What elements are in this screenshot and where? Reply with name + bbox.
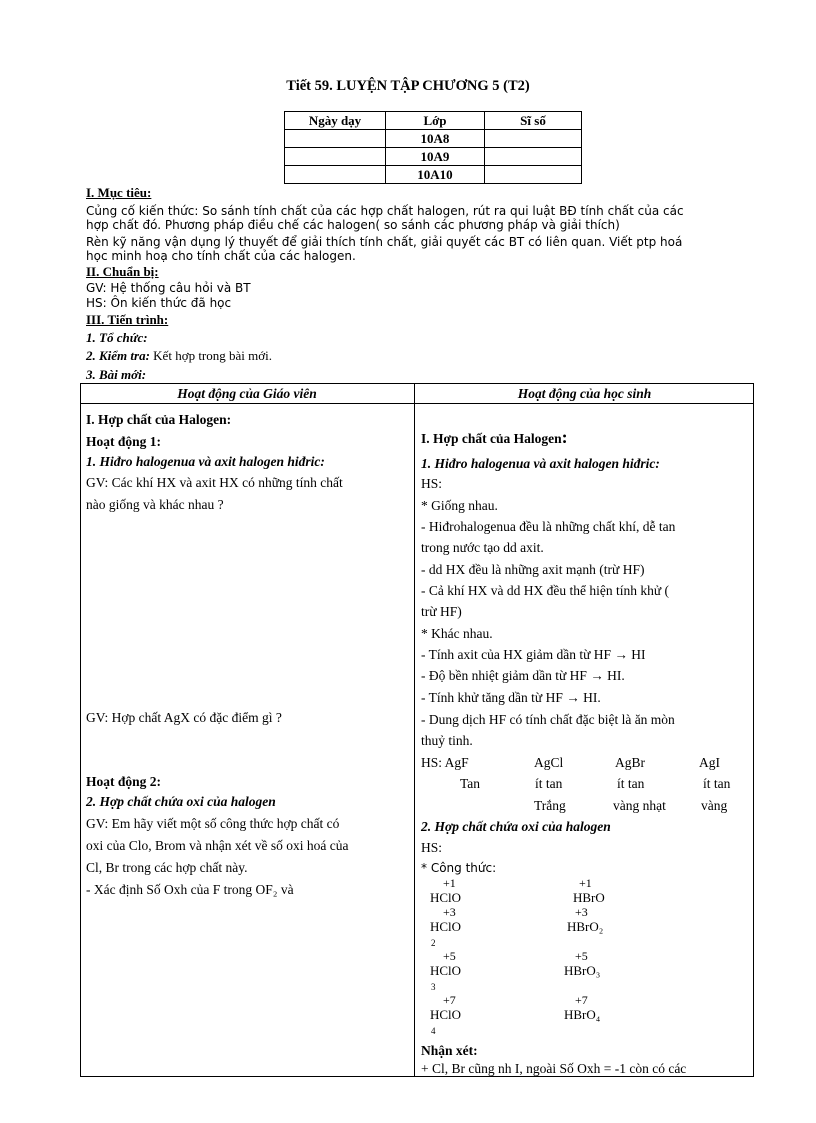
teacher-section-title: I. Hợp chất của Halogen: — [86, 412, 232, 427]
oxidation-state: +3 — [575, 905, 588, 919]
formula-hbro: HBrO₂ — [567, 919, 604, 934]
preparation-heading: II. Chuẩn bị: — [86, 264, 159, 279]
header-class: Lớp — [386, 112, 485, 130]
cell-date — [285, 148, 386, 166]
formula-hclo: HClO — [430, 963, 462, 978]
teacher-activity-2-title: 2. Hợp chất chứa oxi của halogen — [86, 794, 276, 809]
teacher-activity-1-title: 1. Hiđro halogenua và axit halogen hiđric: — [86, 454, 325, 469]
oxidation-state: +5 — [575, 949, 588, 963]
formula-hclo: HClO — [430, 919, 462, 934]
objectives-line: Củng cố kiến thức: So sánh tính chất của các hợp chất halogen, rút ra qui luật BĐ tính chất của các — [86, 204, 684, 218]
teacher-activity-1: Hoạt động 1: — [86, 434, 162, 449]
oxidation-state: +3 — [443, 905, 456, 919]
oxidation-state: +5 — [443, 949, 456, 963]
header-count: Sĩ số — [485, 112, 582, 130]
student-section-title — [421, 427, 748, 449]
agx-solubility: Tan — [460, 776, 481, 791]
student-same-3: trừ HF) — [421, 604, 462, 619]
agx-color: vàng nhạt — [613, 798, 666, 813]
student-part-2-title: 2. Hợp chất chứa oxi của halogen — [421, 819, 611, 834]
cell-class: 10A9 — [386, 148, 485, 166]
process-step1: 1. Tổ chức: — [86, 330, 148, 345]
cell-count — [485, 166, 582, 184]
process-step2 — [86, 349, 272, 362]
agx-compound: AgBr — [615, 755, 645, 770]
cell-count — [485, 130, 582, 148]
teacher-question-1: nào giống và khác nhau ? — [86, 497, 224, 512]
student-same-1: trong nước tạo dd axit. — [421, 540, 544, 555]
student-section-colon: : — [561, 427, 568, 447]
header-date: Ngày dạy — [285, 112, 386, 130]
right-arrow-icon: → — [614, 647, 628, 662]
process-heading: III. Tiến trình: — [86, 312, 169, 327]
agx-compound: AgI — [699, 755, 720, 770]
objectives-line: hợp chất đó. Phương pháp điều chế các halogen( so sánh các phương pháp và giải thích) — [86, 218, 620, 232]
subscript-index: 4 — [431, 1026, 436, 1036]
agx-solubility: ít tan — [617, 776, 645, 791]
student-hs-label-2: HS: — [421, 840, 443, 855]
oxidation-state: +7 — [575, 993, 588, 1007]
cell-date — [285, 130, 386, 148]
subscript-index: 3 — [431, 982, 436, 992]
cell-count — [485, 148, 582, 166]
class-table — [284, 111, 582, 184]
agx-compound: AgCl — [534, 755, 564, 770]
preparation-gv: GV: Hệ thống câu hỏi và BT — [86, 281, 251, 295]
cell-class: 10A10 — [386, 166, 485, 184]
student-formula-heading: * Công thức: — [421, 861, 497, 875]
oxidation-state: +1 — [443, 876, 456, 890]
student-part-1-title: 1. Hiđro halogenua và axit halogen hiđric: — [421, 456, 660, 471]
teacher-question-3: Cl, Br trong các hợp chất này. — [86, 860, 248, 875]
student-diff-1 — [421, 644, 748, 665]
student-same-3: - Cả khí HX và dd HX đều thể hiện tính khử ( — [421, 583, 670, 598]
objectives-heading: I. Mục tiêu: — [86, 185, 152, 200]
diff-3-text: - Tính khử tăng dần từ HF — [421, 690, 567, 705]
agx-solubility: ít tan — [535, 776, 563, 791]
student-diff-heading: * Khác nhau. — [421, 626, 493, 641]
agx-solubility: ít tan — [703, 776, 731, 791]
formula-hbro: HBrO₄ — [564, 1007, 601, 1022]
formula-hbro: HBrO — [573, 890, 605, 905]
student-diff-2 — [421, 665, 748, 686]
page-title: Tiết 59. LUYỆN TẬP CHƯƠNG 5 (T2) — [286, 78, 530, 94]
student-diff-4: - Dung dịch HF có tính chất đặc biệt là ăn mòn — [421, 712, 675, 727]
cell-date — [285, 166, 386, 184]
process-step2-label: 2. Kiểm tra: — [86, 348, 150, 363]
student-diff-3 — [421, 687, 748, 708]
student-remark-heading: Nhận xét: — [421, 1043, 478, 1058]
teacher-question-3: oxi của Clo, Brom và nhận xét về số oxi hoá của — [86, 838, 349, 853]
process-step3: 3. Bài mới: — [86, 367, 147, 382]
objectives-line: học minh hoạ cho tính chất của các halogen. — [86, 249, 356, 263]
agx-color: Trắng — [534, 798, 566, 813]
oxidation-state: +7 — [443, 993, 456, 1007]
formula-hclo: HClO — [430, 890, 462, 905]
right-arrow-icon: → — [566, 690, 580, 705]
student-diff-4: thuỷ tinh. — [421, 733, 473, 748]
teacher-activity-2: Hoạt động 2: — [86, 774, 162, 789]
student-section-text: I. Hợp chất của Halogen — [421, 431, 562, 446]
teacher-column-header: Hoạt động của Giáo viên — [177, 386, 317, 401]
objectives-line: Rèn kỹ năng vận dụng lý thuyết để giải thích tính chất, giải quyết các BT có liên quan. Viết ptp hoá — [86, 235, 683, 249]
student-hs-label: HS: — [421, 476, 443, 491]
teacher-question-1: GV: Các khí HX và axit HX có những tính chất — [86, 475, 343, 490]
diff-3-end: HI. — [579, 690, 601, 705]
teacher-question-4: - Xác định Số Oxh của F trong OF₂ và — [86, 882, 294, 897]
student-column-header: Hoạt động của học sinh — [517, 386, 652, 401]
subscript-index: 2 — [431, 938, 436, 948]
agx-hs-label: HS: AgF — [421, 755, 469, 770]
teacher-question-2: GV: Hợp chất AgX có đặc điểm gì ? — [86, 710, 282, 725]
oxidation-state: +1 — [579, 876, 592, 890]
right-arrow-icon: → — [590, 668, 604, 683]
diff-2-end: HI. — [603, 668, 625, 683]
agx-color: vàng — [701, 798, 728, 813]
column-divider — [414, 383, 415, 1077]
preparation-hs: HS: Ôn kiến thức đã học — [86, 296, 232, 310]
diff-1-text: - Tính axit của HX giảm dần từ HF — [421, 647, 615, 662]
student-same-2: - dd HX đều là những axit mạnh (trừ HF) — [421, 562, 645, 577]
formula-hbro: HBrO₃ — [564, 963, 601, 978]
diff-2-text: - Độ bền nhiệt giảm dần từ HF — [421, 668, 591, 683]
student-same-1: - Hiđrohalogenua đều là những chất khí, dễ tan — [421, 519, 676, 534]
process-step2-text: Kết hợp trong bài mới. — [149, 348, 272, 363]
student-same-heading: * Giống nhau. — [421, 498, 498, 513]
teacher-question-3: GV: Em hãy viết một số công thức hợp chất có — [86, 816, 340, 831]
student-remark-text: + Cl, Br cũng nh I, ngoài Số Oxh = -1 còn có các — [421, 1061, 687, 1076]
header-divider — [80, 403, 754, 404]
diff-1-end: HI — [627, 647, 646, 662]
cell-class: 10A8 — [386, 130, 485, 148]
formula-hclo: HClO — [430, 1007, 462, 1022]
